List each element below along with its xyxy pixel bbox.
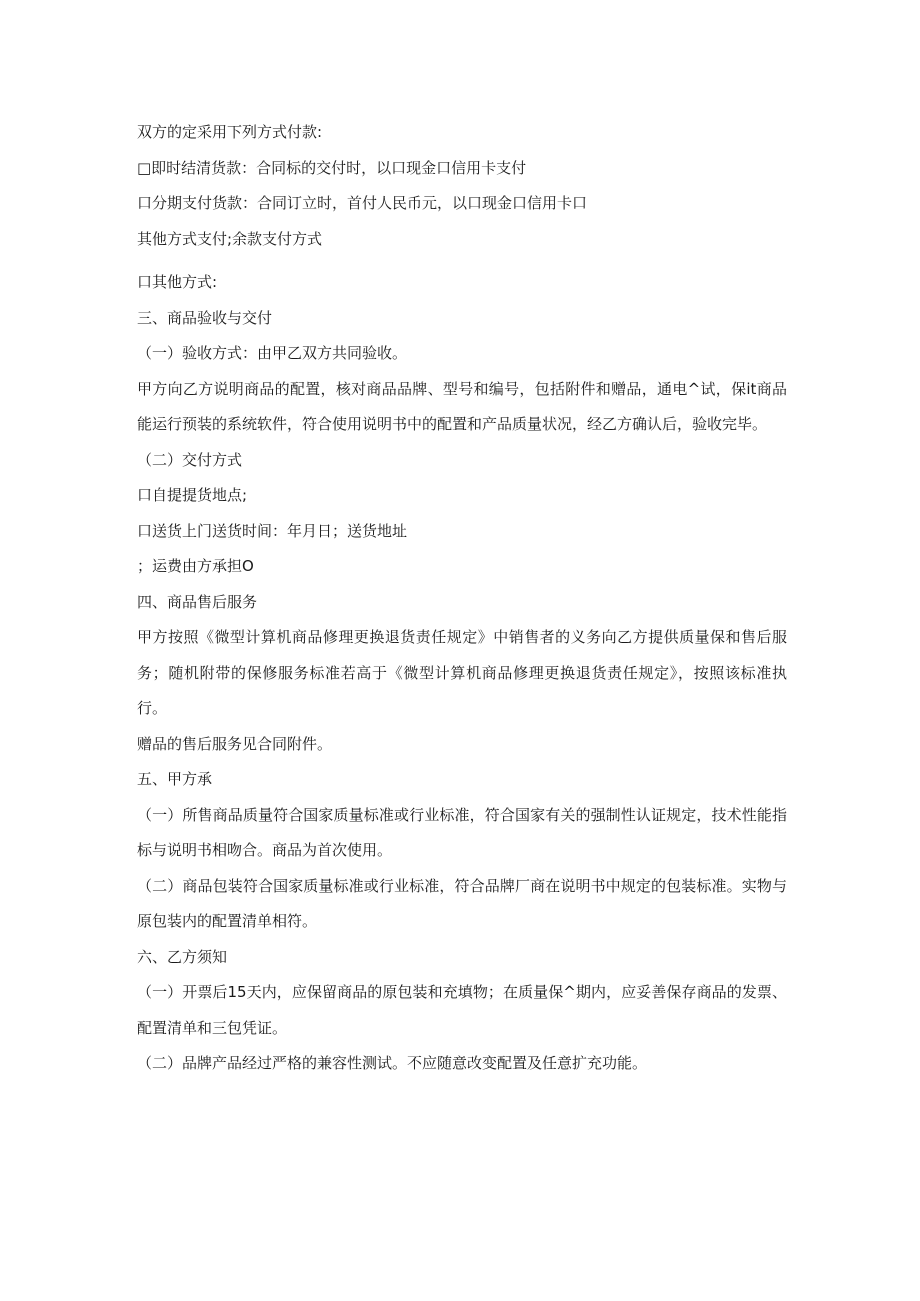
payment-option-installment: 口分期支付货款：合同订立时，首付人民币元，以口现金口信用卡口 — [137, 194, 588, 212]
gift-after-sales: 赠品的售后服务见合同附件。 — [137, 734, 333, 753]
payment-intro: 双方的定采用下列方式付款: — [137, 123, 323, 141]
payment-option-immediate: □即时结清货款：合同标的交付时，以口现金口信用卡支付 — [137, 158, 527, 177]
party-b-item-1: （一）开票后15天内，应保留商品的原包装和充填物；在质量保^期内，应妥善保存商品的发票、配置清单和三包凭证。 — [137, 983, 787, 1037]
acceptance-method: （一）验收方式：由甲乙双方共同验收。 — [137, 344, 408, 362]
party-b-item-2: （二）品牌产品经过严格的兼容性测试。不应随意改变配置及任意扩充功能。 — [137, 1054, 648, 1072]
after-sales-description: 甲方按照《微型计算机商品修理更换退货责任规定》中销售者的义务向乙方提供质量保和售后服务；随机附带的保修服务标准若高于《微型计算机商品修理更换退货责任规定》，按照该标准执行。 — [137, 628, 787, 717]
party-a-item-1: （一）所售商品质量符合国家质量标准或行业标准，符合国家有关的强制性认证规定，技术性能指标与说明书相吻合。商品为首次使用。 — [137, 805, 787, 859]
section-heading-acceptance: 三、商品验收与交付 — [137, 308, 273, 327]
delivery-method-heading: （二）交付方式 — [137, 450, 243, 469]
delivery-freight: ；运费由方承担O — [137, 557, 254, 575]
section-heading-party-b: 六、乙方须知 — [137, 947, 228, 966]
delivery-option-door: 口送货上门送货时间：年月日；送货地址 — [137, 521, 408, 540]
payment-option-other-line: 其他方式支付;余款支付方式 — [137, 229, 323, 248]
payment-option-other: 口其他方式: — [137, 273, 218, 291]
paragraph-gap — [137, 257, 787, 265]
document-body — [137, 115, 787, 1082]
delivery-option-pickup: 口自提提货地点; — [137, 486, 248, 504]
party-a-item-2: （二）商品包装符合国家质量标准或行业标准，符合品牌厂商在说明书中规定的包装标准。实物与原包装内的配置清单相符。 — [137, 876, 787, 930]
section-heading-party-a: 五、甲方承 — [137, 770, 213, 788]
acceptance-description: 甲方向乙方说明商品的配置，核对商品品牌、型号和编号，包括附件和赠品，通电^试，保it商品能运行预装的系统软件，符合使用说明书中的配置和产品质量状况，经乙方确认后，验收完毕。 — [137, 379, 787, 433]
section-heading-after-sales: 四、商品售后服务 — [137, 592, 258, 611]
